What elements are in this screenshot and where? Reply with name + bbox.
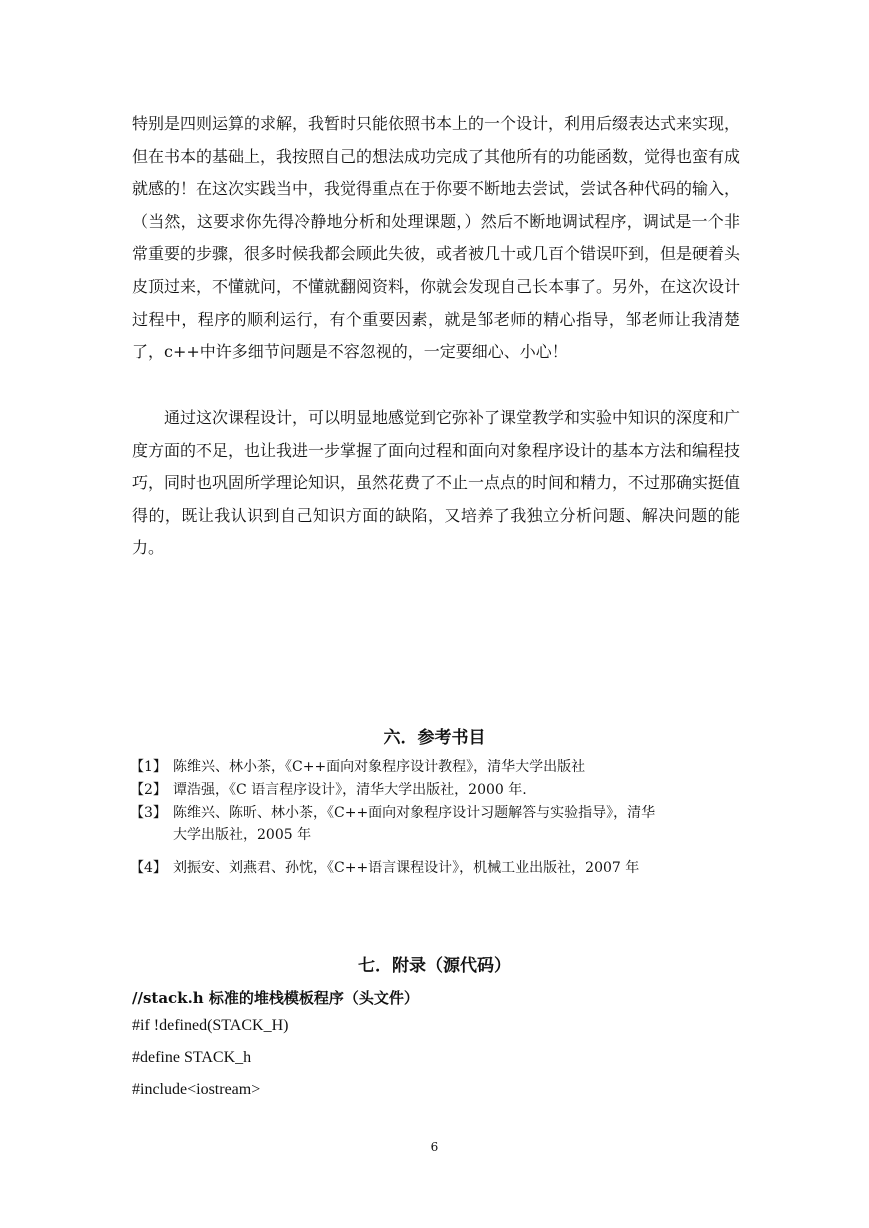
reference-item	[130, 857, 750, 879]
body-paragraph-2	[132, 402, 740, 565]
paragraph-text: 通过这次课程设计，可以明显地感觉到它弥补了课堂教学和实验中知识的深度和广度方面的不足，也让我进一步掌握了面向过程和面向对象程序设计的基本方法和编程技巧，同时也巩固所学理论知识，虽然花费了不止一点点的时间和精力，不过那确实挺值得的，既让我认识到自己知识方面的缺陷，又培养了我独立分析问题、解决问题的能力。	[132, 408, 741, 558]
reference-text: 陈维兴、陈昕、林小茶，《C++面向对象程序设计习题解答与实验指导》，清华大学出版社，2005 年	[173, 805, 656, 843]
reference-text: 刘振安、刘燕君、孙忱，《C++语言课程设计》，机械工业出版社，2007 年	[173, 860, 640, 876]
paragraph-text: 特别是四则运算的求解，我暂时只能依照书本上的一个设计，利用后缀表达式来实现，但在书本的基础上，我按照自己的想法成功完成了其他所有的功能函数，觉得也蛮有成就感的！在这次实践当中，我觉得重点在于你要不断地去尝试，尝试各种代码的输入，（当然，这要求你先得冷静地分析和处理课题，）然后不断地调试程序，调试是一个非常重要的步骤，很多时候我都会顾此失彼，或者被几十或几百个错误吓到，但是硬着头皮顶过来，不懂就问，不懂就翻阅资料，你就会发现自己长本事了。另外，在这次设计过程中，程序的顺利运行，有个重要因素，就是邹老师的精心指导，邹老师让我清楚了，c++中许多细节问题是不容忽视的，一定要细心、小心！	[132, 114, 741, 362]
code-line: #define STACK_h	[132, 1049, 252, 1066]
reference-item	[130, 779, 750, 801]
reference-text: 谭浩强，《C 语言程序设计》，清华大学出版社，2000 年.	[173, 782, 527, 798]
appendix-heading: 七．附录（源代码）	[358, 956, 511, 976]
reference-number: 【3】	[130, 805, 167, 821]
code-line: #include<iostream>	[132, 1081, 261, 1098]
reference-number: 【2】	[130, 782, 167, 798]
code-line: #if !defined(STACK_H)	[132, 1017, 289, 1034]
reference-number: 【4】	[130, 860, 167, 876]
reference-item	[130, 756, 750, 778]
reference-text: 陈维兴、林小茶，《C++面向对象程序设计教程》，清华大学出版社	[173, 759, 586, 775]
reference-number: 【1】	[130, 759, 167, 775]
page-number: 6	[430, 1140, 439, 1154]
references-heading: 六．参考书目	[383, 728, 486, 748]
reference-item	[130, 802, 660, 846]
body-paragraph-1	[132, 108, 740, 369]
code-title: //stack.h 标准的堆栈模板程序（头文件）	[132, 989, 419, 1007]
